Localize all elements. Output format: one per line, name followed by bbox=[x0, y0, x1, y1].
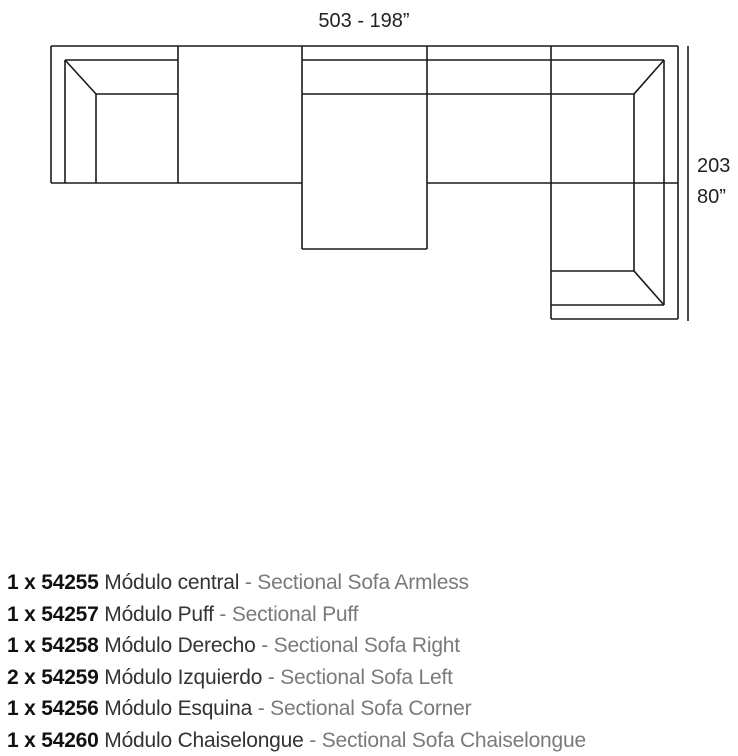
module-qty: 1 x bbox=[7, 603, 36, 626]
module-name-es: Módulo Izquierdo bbox=[104, 666, 262, 689]
module-separator: - bbox=[239, 571, 257, 594]
module-name-en: Sectional Sofa Corner bbox=[270, 697, 471, 720]
module-code: 54256 bbox=[41, 697, 98, 720]
list-item bbox=[7, 693, 586, 725]
module-separator: - bbox=[252, 697, 270, 720]
module-name-es: Módulo Derecho bbox=[104, 634, 255, 657]
list-item bbox=[7, 630, 586, 662]
module-separator: - bbox=[262, 666, 280, 689]
module-name-es: Módulo central bbox=[104, 571, 239, 594]
module-left-end bbox=[51, 46, 178, 183]
sofa-plan-diagram bbox=[0, 0, 738, 340]
module-qty: 1 x bbox=[7, 697, 36, 720]
module-name-es: Módulo Chaiselongue bbox=[104, 729, 303, 752]
module-corner-chaiselongue bbox=[551, 60, 678, 319]
module-name-es: Módulo Esquina bbox=[104, 697, 252, 720]
module-name-en: Sectional Sofa Armless bbox=[257, 571, 469, 594]
module-qty: 1 x bbox=[7, 634, 36, 657]
module-code: 54255 bbox=[41, 571, 98, 594]
list-item bbox=[7, 567, 586, 599]
width-label: 503 - 198” bbox=[318, 10, 409, 32]
module-central bbox=[302, 46, 427, 249]
module-code: 54258 bbox=[41, 634, 98, 657]
module-name-en: Sectional Puff bbox=[232, 603, 358, 626]
module-code: 54260 bbox=[41, 729, 98, 752]
list-item bbox=[7, 725, 586, 756]
module-separator: - bbox=[304, 729, 322, 752]
module-separator: - bbox=[214, 603, 232, 626]
module-separator: - bbox=[256, 634, 274, 657]
module-code: 54259 bbox=[41, 666, 98, 689]
module-code: 54257 bbox=[41, 603, 98, 626]
list-item bbox=[7, 599, 586, 631]
module-name-en: Sectional Sofa Left bbox=[280, 666, 453, 689]
module-qty: 1 x bbox=[7, 571, 36, 594]
depth-label-in: 80” bbox=[697, 186, 726, 208]
list-item bbox=[7, 662, 586, 694]
module-qty: 1 x bbox=[7, 729, 36, 752]
module-armless bbox=[427, 46, 551, 319]
depth-label-cm: 203 bbox=[697, 155, 730, 177]
module-list bbox=[7, 567, 586, 756]
module-name-en: Sectional Sofa Right bbox=[274, 634, 460, 657]
module-qty: 2 x bbox=[7, 666, 36, 689]
module-name-es: Módulo Puff bbox=[104, 603, 214, 626]
module-name-en: Sectional Sofa Chaiselongue bbox=[322, 729, 586, 752]
